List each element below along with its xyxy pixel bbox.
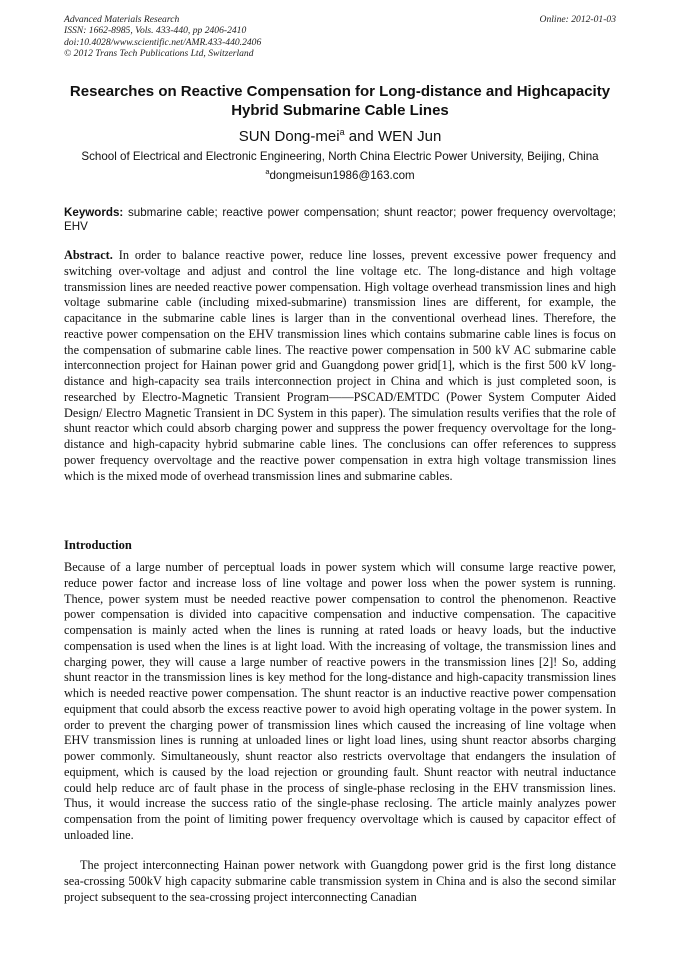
journal-name: Advanced Materials Research [64,14,180,25]
abstract-text: In order to balance reactive power, reduce line losses, prevent excessive power frequency and switching over-voltage and adjust and control the line voltage etc. The long-distance and high voltage transmission lines are needed reactive power compensation. High voltage overhead transmission lines and high voltage submarine cable (including mixed-submarine) transmission lines are different, for example, the capacitance in the submarine cable lines is larger than in the conventional overhead lines. Therefore, the reactive power compensation on the EHV transmission lines which contains submarine cable lines is focus on the compensation of submarine cable lines. The reactive power compensation in 500 kV AC submarine cable interconnection project for Hainan power grid and Guangdong power grid[1], which is the first 500 kV long-distance and high-capacity sea trails interconnection project in China and which is just completed soon, is researched by Electro-Magnetic Transient Program——PSCAD/EMTDC (Power System Computer Aided Design/ Electro Magnetic Transient in DC System in this paper). The simulation results verifies that the role of shunt reactor which could absorb charging power and suppress the power frequency overvoltage for the long-distance and high-capacity hybrid submarine cable lines. The conclusions can offer references to suppress power frequency overvoltage and the reactive power compensation in extra high voltage transmission lines which is the mixed mode of overhead transmission lines and submarine cables. [64,248,616,483]
affiliation [64,149,616,184]
email-line [64,164,616,183]
keywords [64,206,616,234]
online-date: Online: 2012-01-03 [539,14,616,25]
author-2: and WEN Jun [344,128,442,145]
keywords-text: submarine cable; reactive power compensation; shunt reactor; power frequency overvoltage; EHV [64,206,616,233]
email-marker: a [265,167,270,177]
copyright-line: © 2012 Trans Tech Publications Ltd, Switzerland [64,48,254,60]
author-line [64,123,616,146]
abstract-label: Abstract. [64,248,113,262]
introduction-heading: Introduction [64,538,132,552]
keywords-label: Keywords: [64,206,124,219]
author-1-marker: a [339,127,345,137]
introduction-paragraph-2: The project interconnecting Hainan power network with Guangdong power grid is the first long distance sea-crossing 500kV high capacity submarine cable transmission system in China and is also the second similar project subsequent to the sea-crossing project interconnecting Canadian [64,858,616,904]
introduction-paragraph-1: Because of a large number of perceptual loads in power system which will consume large reactive power, reduce power factor and increase loss of line voltage and power loss when the power system is running. Thence, power system must be needed reactive power compensation to control the phenomenon. Reactive power compensation is divided into capacitive compensation and inductive compensation. The capacitive compensation is mainly acted when the lines is running at rated loads or heavy loads, but the inductive compensation is used when the lines is at light load. With the increasing of voltage, the transmission lines and charging power, they will cause a large number of reactive powers in the transmission lines [2]! So, adding shunt reactor in the transmission lines is key method for the long-distance and high-capacity transmission lines which is needed reactive power compensation. The shunt reactor is an inductive reactive power compensation equipment that could absorb the excess reactive power to avoid high operating voltage in the power system. In order to prevent the charging power of transmission lines which caused the increasing of line voltage when EHV transmission lines is running at unloaded lines or light load lines, using shunt reactor absorbs charging power commonly. Simultaneously, shunt reactor also restricts overvoltage that endangers the insulation of equipment, which is caused by the load rejection or grounding fault. Shunt reactor with neutral inductance could help reduce arc of fault phase in the process of single-phase reclosing in the EHV transmission lines. Thus, it would increase the success ratio of the single-phase reclosing. The article mainly analyzes power compensation from the point of limiting power frequency overvoltage which is caused by capacitor effect of unloaded line. [64,560,616,842]
institution: School of Electrical and Electronic Engineering, North China Electric Power University, Beijing, China [81,150,599,163]
paper-title: Researches on Reactive Compensation for Long-distance and Highcapacity Hybrid Submarine Cable Lines [69,83,611,119]
email: dongmeisun1986@163.com [269,169,415,183]
author-1: SUN Dong-mei [238,128,340,145]
abstract [64,248,616,484]
journal-header [64,14,616,60]
doi-line: doi:10.4028/www.scientific.net/AMR.433-440.2406 [64,36,262,48]
issn-line: ISSN: 1662-8985, Vols. 433-440, pp 2406-2410 [64,25,247,37]
